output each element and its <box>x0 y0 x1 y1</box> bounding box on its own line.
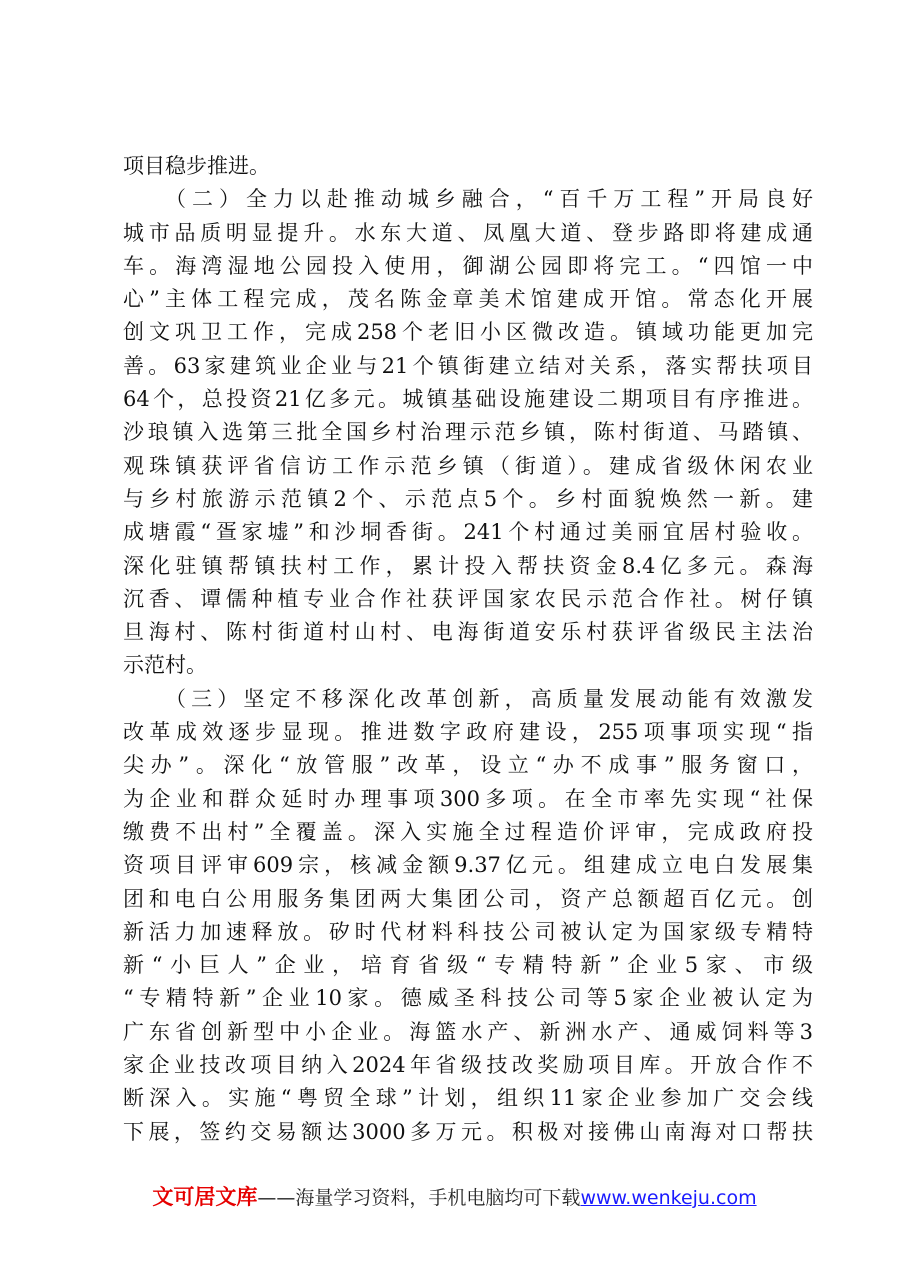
text-line: 与乡村旅游示范镇2个、示范点5个。乡村面貌焕然一新。建 <box>123 486 813 511</box>
text-line: 深化驻镇帮镇扶村工作，累计投入帮扶资金8.4亿多元。森海 <box>123 553 813 578</box>
text-line: 沙琅镇入选第三批全国乡村治理示范乡镇，陈村街道、马踏镇、 <box>123 420 813 445</box>
text-line: 资项目评审609宗，核减金额9.37亿元。组建成立电白发展集 <box>123 853 813 878</box>
text-line: 广东省创新型中小企业。海篮水产、新洲水产、通威饲料等3 <box>123 1019 813 1044</box>
text-line: 尖办”。深化“放管服”改革，设立“办不成事”服务窗口， <box>123 753 813 778</box>
text-line: 城市品质明显提升。水东大道、凤凰大道、登步路即将建成通 <box>123 220 813 245</box>
text-line: 示范村。 <box>123 653 207 678</box>
text-line: 旦海村、陈村街道村山村、电海街道安乐村获评省级民主法治 <box>123 620 813 645</box>
footer-slogan: ——海量学习资料，手机电脑均可下载 <box>257 1187 581 1209</box>
text-line: 车。海湾湿地公园投入使用，御湖公园即将完工。“四馆一中 <box>123 253 813 278</box>
text-line: 心”主体工程完成，茂名陈金章美术馆建成开馆。常态化开展 <box>123 287 813 312</box>
text-line: 为企业和群众延时办理事项300多项。在全市率先实现“社保 <box>123 786 813 811</box>
text-line: 断深入。实施“粤贸全球”计划，组织11家企业参加广交会线 <box>123 1086 813 1111</box>
text-line: （三）坚定不移深化改革创新，高质量发展动能有效激发 <box>165 686 813 711</box>
text-line: 家企业技改项目纳入2024年省级技改奖励项目库。开放合作不 <box>123 1053 813 1078</box>
text-line: 沉香、谭儒种植专业合作社获评国家农民示范合作社。树仔镇 <box>123 586 813 611</box>
footer-url-link[interactable]: www.wenkeju.com <box>580 1187 757 1209</box>
text-line: 观珠镇获评省信访工作示范乡镇（街道）。建成省级休闲农业 <box>123 453 813 478</box>
text-line: 成塘霞“疍家墟”和沙垌香街。241个村通过美丽宜居村验收。 <box>123 520 813 545</box>
text-line: 缴费不出村”全覆盖。深入实施全过程造价评审，完成政府投 <box>123 819 813 844</box>
text-line: 64个，总投资21亿多元。城镇基础设施建设二期项目有序推进。 <box>123 387 813 412</box>
text-line: “专精特新”企业10家。德威圣科技公司等5家企业被认定为 <box>123 986 813 1011</box>
text-line: 善。63家建筑业企业与21个镇街建立结对关系，落实帮扶项目 <box>123 353 813 378</box>
text-line: 新“小巨人”企业，培育省级“专精特新”企业5家、市级 <box>123 953 813 978</box>
footer-brand: 文可居文库 <box>152 1185 258 1209</box>
footer-banner <box>0 1183 909 1212</box>
text-line: 项目稳步推进。 <box>123 154 270 178</box>
text-line: 改革成效逐步显现。推进数字政府建设，255项事项实现“指 <box>123 720 813 745</box>
text-line: 创文巩卫工作，完成258个老旧小区微改造。镇域功能更加完 <box>123 320 813 345</box>
text-line: 团和电白公用服务集团两大集团公司，资产总额超百亿元。创 <box>123 886 813 911</box>
document-body <box>123 150 813 1149</box>
text-line: 新活力加速释放。矽时代材料科技公司被认定为国家级专精特 <box>123 919 813 944</box>
text-line: 下展，签约交易额达3000多万元。积极对接佛山南海对口帮扶 <box>123 1119 813 1144</box>
text-line: （二）全力以赴推动城乡融合，“百千万工程”开局良好 <box>165 187 813 212</box>
